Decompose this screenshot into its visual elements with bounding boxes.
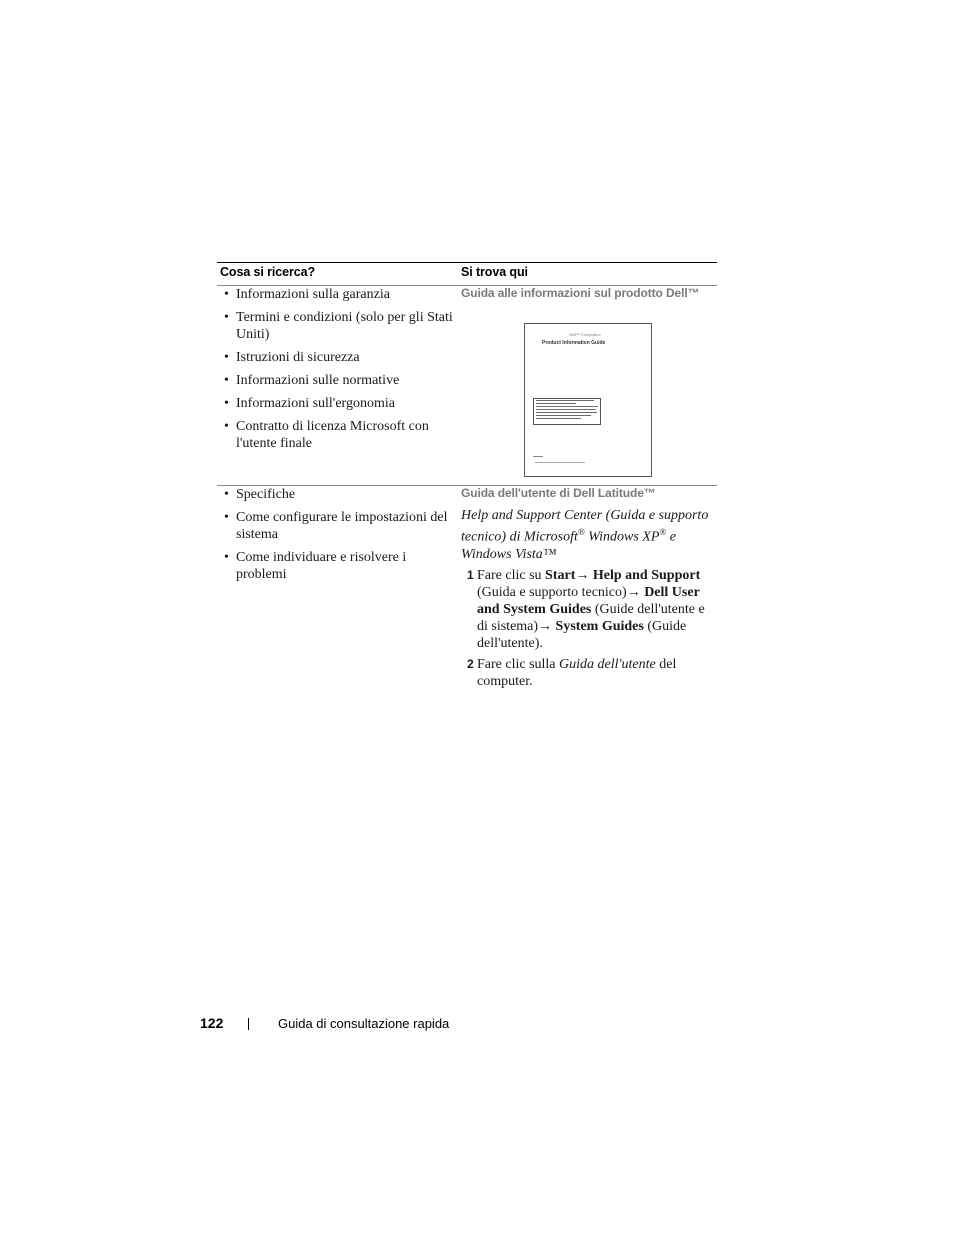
row2-items (221, 486, 457, 589)
header-what: Cosa si ricerca? (220, 265, 315, 279)
source-title: Guida alle informazioni sul prodotto Dell™ (461, 286, 700, 300)
list-item: • Come configurare le impostazioni del sistema (221, 509, 457, 543)
table-top-rule (217, 262, 717, 263)
list-item: • Istruzioni di sicurezza (221, 349, 457, 366)
list-item: • Contratto di licenza Microsoft con l'utente finale (221, 418, 457, 452)
page-number: 122 (200, 1015, 224, 1031)
list-item: • Come individuare e risolvere i problemi (221, 549, 457, 583)
thumbnail-notice-box (533, 398, 601, 425)
thumbnail-brand: Dell™ Computers (569, 332, 601, 337)
step-2: 2 Fare clic sulla Guida dell'utente del computer. (467, 656, 677, 689)
step-number: 2 (467, 656, 474, 671)
list-item: • Informazioni sull'ergonomia (221, 395, 457, 412)
list-item: • Termini e condizioni (solo per gli Stati Uniti) (221, 309, 457, 343)
step-1: 1 Fare clic su Start→ Help and Support (Guida e supporto tecnico)→ Dell User and System Guides (Guide dell'utente e di sistema)→ System Guides (Guide dell'utente). (467, 567, 705, 651)
footer-divider (248, 1018, 249, 1030)
row1-source (461, 286, 717, 482)
footer-title: Guida di consultazione rapida (278, 1016, 450, 1031)
list-item: • Informazioni sulla garanzia (221, 286, 457, 303)
list-item: • Specifiche (221, 486, 457, 503)
source-title: Guida dell'utente di Dell Latitude™ (461, 486, 656, 500)
help-center-intro: Help and Support Center (Guida e supporto tecnico) di Microsoft® Windows XP® e Windows Vista™ (461, 508, 709, 562)
step-number: 1 (467, 567, 474, 582)
row2-source (461, 486, 717, 690)
row1-items (221, 286, 457, 458)
header-where: Si trova qui (461, 265, 528, 279)
list-item: • Informazioni sulle normative (221, 372, 457, 389)
product-guide-thumbnail (524, 323, 652, 477)
thumbnail-title: Product Information Guide (542, 340, 606, 346)
